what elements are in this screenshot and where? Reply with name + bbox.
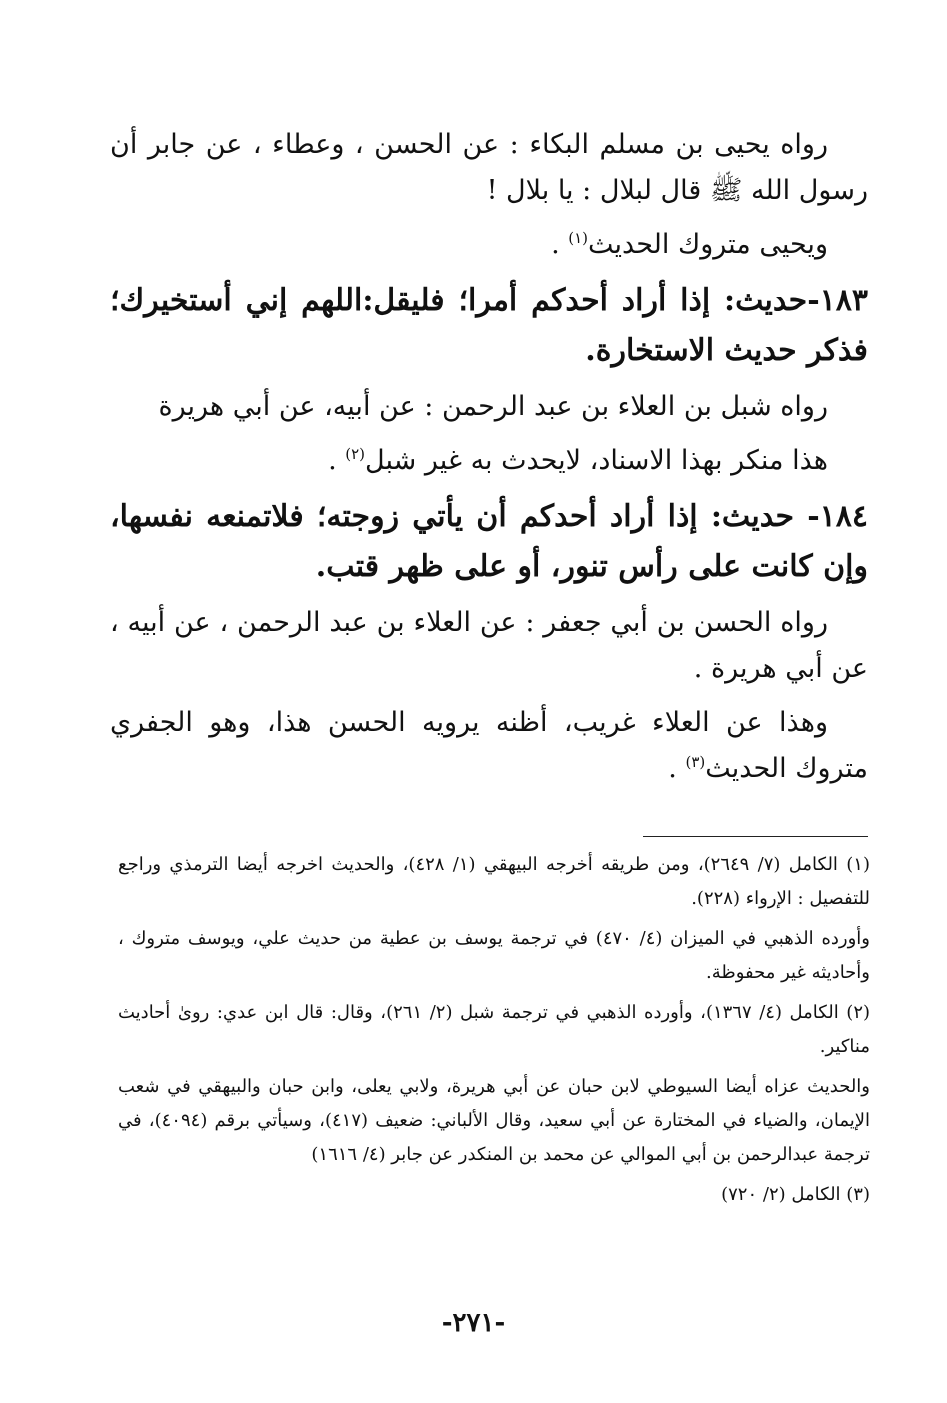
footnote-ref-1: (١)	[568, 229, 589, 247]
paragraph-4: هذا منكر بهذا الاسناد، لايحدث به غير شبل$^{(٢)}$ .	[328, 445, 828, 476]
hadith-184-heading: ١٨٤- حديث: إذا أراد أحدكم أن يأتي زوجته؛ فلاتمنعه نفسها، وإن كانت على رأس تنور، أو على ظهر قتب.	[110, 499, 868, 584]
paragraph-5: رواه الحسن بن أبي جعفر : عن العلاء بن عبد الرحمن ، عن أبيه ، عن أبي هريرة .	[110, 607, 868, 684]
main-text	[110, 122, 868, 800]
hadith-183-heading: ١٨٣-حديث: إذا أراد أحدكم أمرا؛ فليقل:اللهم إني أستخيرك؛ فذكر حديث الاستخارة.	[110, 283, 868, 368]
paragraph-6-text: وهذا عن العلاء غريب، أظنه يرويه الحسن هذا، وهو الجفري متروك الحديث	[110, 707, 868, 784]
footnote-3: (٣) الكامل (٢/ ٧٢٠)	[721, 1184, 870, 1205]
paragraph-1: رواه يحيى بن مسلم البكاء : عن الحسن ، وعطاء ، عن جابر أن رسول الله ﷺ قال لبلال : يا بلال !	[110, 129, 868, 206]
footnote-1-continued: وأورده الذهبي في الميزان (٤/ ٤٧٠) في ترجمة يوسف بن عطية من حديث علي، ويوسف متروك ، وأحاديثه غير محفوظة.	[118, 928, 870, 983]
paragraph-3: رواه شبل بن العلاء بن عبد الرحمن : عن أبيه، عن أبي هريرة	[158, 391, 828, 422]
page-number: -٢٧١-	[441, 1308, 506, 1338]
footnote-2: (٢) الكامل (٤/ ١٣٦٧)، وأورده الذهبي في ترجمة شبل (٢/ ٢٦١)، وقال: قال ابن عدي: روىٰ أحاديث مناكير.	[118, 1002, 871, 1057]
paragraph-2: ويحيى متروك الحديث$^{(١)}$ .	[551, 229, 828, 260]
footnote-1: (١) الكامل (٧/ ٢٦٤٩)، ومن طريقه أخرجه البيهقي (١/ ٤٢٨)، والحديث اخرجه أيضا الترمذي وراجع للتفصيل : الإرواء (٢٢٨).	[118, 854, 870, 909]
footnote-ref-2: (٢)	[345, 445, 366, 463]
footnotes	[118, 848, 870, 1218]
footnote-ref-3: (٣)	[685, 753, 706, 771]
paragraph-2-text: ويحيى متروك الحديث	[588, 229, 828, 260]
paragraph-4-text: هذا منكر بهذا الاسناد، لايحدث به غير شبل	[365, 445, 828, 476]
footnote-2-continued: والحديث عزاه أيضا السيوطي لابن حبان عن أبي هريرة، ولابي يعلى، وابن حبان والبيهقي في شعب الإيمان، والضياء في المختارة عن أبي سعيد، وقال الألباني: ضعيف (٤١٧)، وسيأتي برقم (٤٠٩٤)، في ترجمة عبدالرحمن بن أبي الموالي عن محمد بن المنكدر عن جابر (٤/ ١٦١٦)	[118, 1076, 871, 1165]
footnote-separator	[643, 836, 868, 837]
paragraph-6: وهذا عن العلاء غريب، أظنه يرويه الحسن هذا، وهو الجفري متروك الحديث$^{(٣)}$ .	[110, 707, 868, 784]
